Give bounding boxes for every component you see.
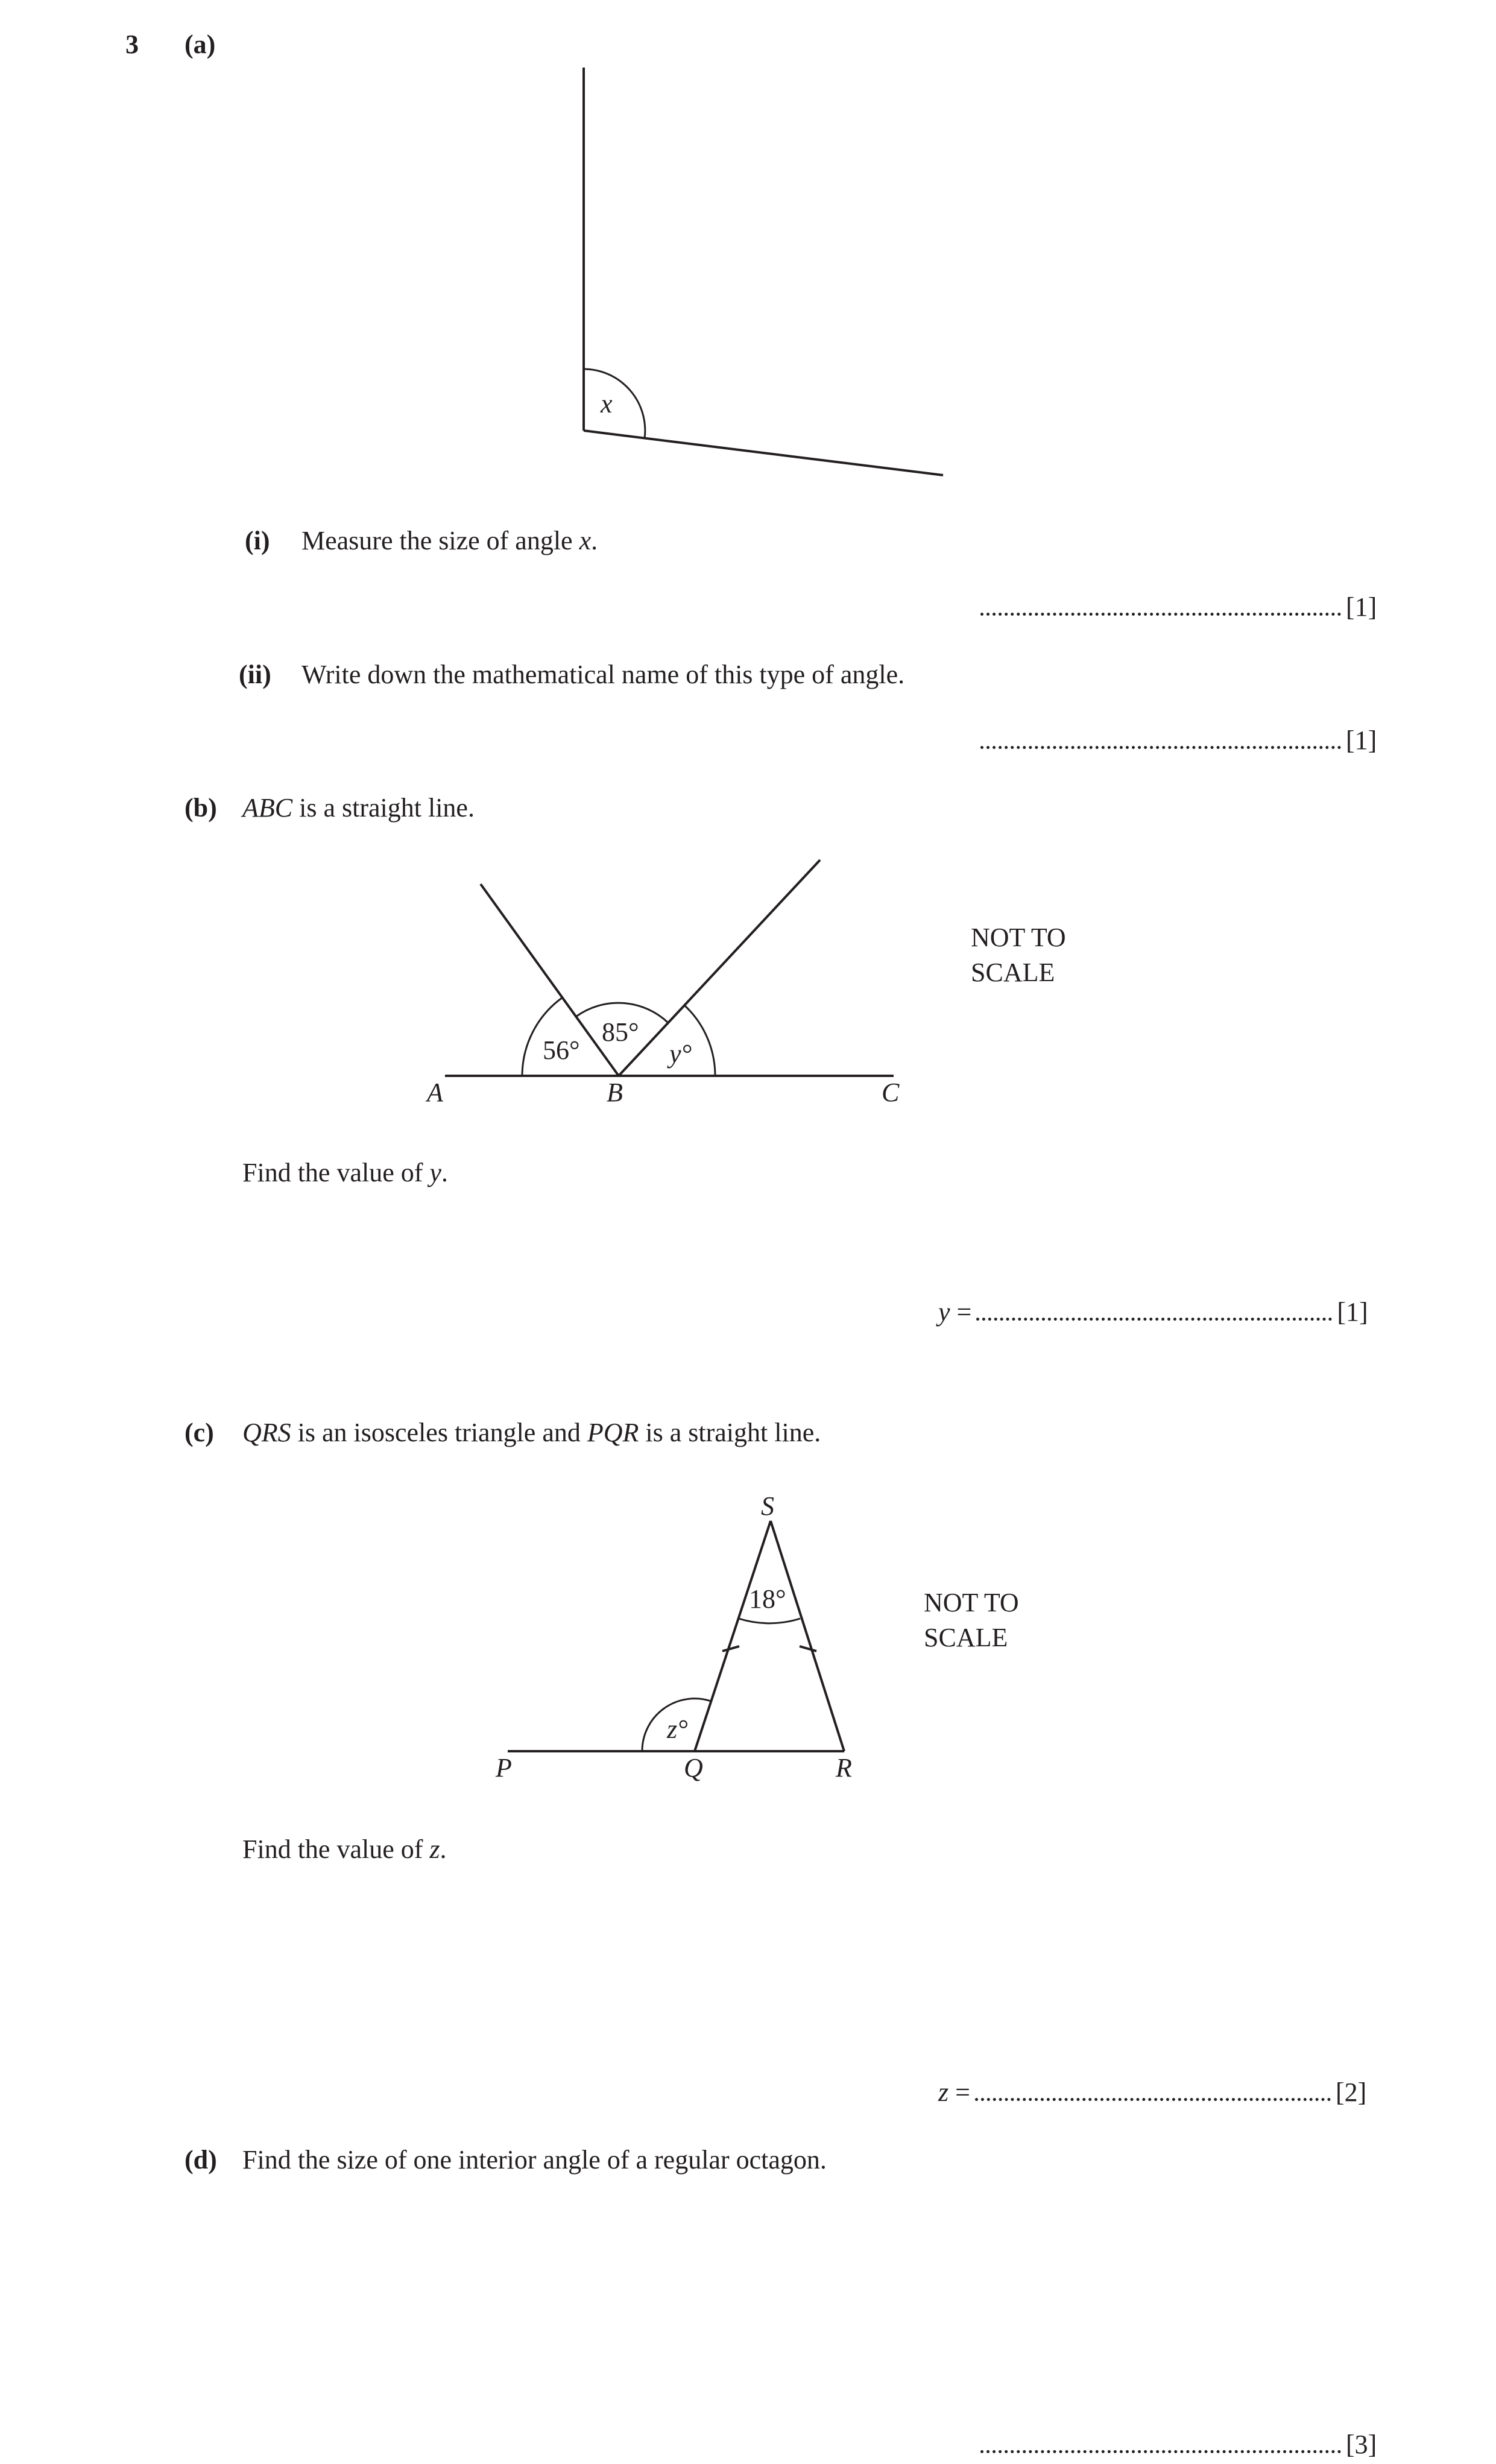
part-c-label: (c) xyxy=(185,1418,214,1447)
arc-18 xyxy=(739,1619,800,1623)
part-c-var2: PQR xyxy=(587,1418,639,1447)
answer-c-var: z xyxy=(938,2077,949,2107)
part-b-prompt-var: y xyxy=(429,1158,441,1187)
angle-x-slanted-arm xyxy=(584,431,943,475)
part-a-ii-label: (ii) xyxy=(239,660,271,689)
angle-56-label: 56° xyxy=(543,1035,580,1065)
part-c-prompt-var: z xyxy=(429,1834,440,1864)
answer-dots[interactable] xyxy=(980,740,1341,749)
marks-a-ii: [1] xyxy=(1346,725,1377,755)
part-c-prompt xyxy=(242,1836,447,1863)
point-q-label: Q xyxy=(684,1753,703,1783)
part-c-prompt-after: . xyxy=(440,1834,447,1864)
part-a-i-text-after: . xyxy=(591,526,598,555)
angle-85-label: 85° xyxy=(602,1017,639,1047)
part-c-var1: QRS xyxy=(242,1418,291,1447)
part-b-label: (b) xyxy=(185,793,217,823)
answer-c-eq: = xyxy=(948,2077,970,2107)
point-s-label: S xyxy=(761,1491,774,1521)
part-b-prompt-before: Find the value of xyxy=(242,1158,430,1187)
answer-dots[interactable] xyxy=(975,2092,1331,2101)
answer-line-d[interactable] xyxy=(976,2431,1377,2458)
marks-d: [3] xyxy=(1346,2430,1377,2459)
part-a-ii-text: Write down the mathematical name of this type of angle. xyxy=(301,660,905,689)
not-to-scale-b-line2: SCALE xyxy=(971,958,1055,987)
part-a-label: (a) xyxy=(185,30,216,59)
angle-x-label: x xyxy=(601,389,613,419)
point-c-label: C xyxy=(882,1078,900,1107)
part-b-prompt xyxy=(242,1160,448,1186)
question-number: 3 xyxy=(125,30,139,59)
answer-b-eq: = xyxy=(950,1297,972,1327)
part-b-statement-text: is a straight line. xyxy=(292,793,475,823)
part-d-label: (d) xyxy=(185,2145,217,2175)
angle-18-label: 18° xyxy=(749,1584,786,1614)
part-b-statement xyxy=(242,795,475,821)
part-b-prompt-after: . xyxy=(441,1158,448,1187)
not-to-scale-c-line1: NOT TO xyxy=(924,1588,1019,1617)
answer-line-c[interactable] xyxy=(938,2079,1366,2106)
point-b-label: B xyxy=(607,1078,623,1107)
marks-a-i: [1] xyxy=(1346,592,1377,622)
answer-line-b[interactable] xyxy=(938,1299,1368,1325)
part-c-end: is a straight line. xyxy=(639,1418,821,1447)
part-d-text: Find the size of one interior angle of a regular octagon. xyxy=(242,2145,827,2175)
marks-c: [2] xyxy=(1335,2077,1367,2107)
part-a-i-text-before: Measure the size of angle xyxy=(301,526,579,555)
angle-y-label: y° xyxy=(669,1039,692,1069)
answer-line-a-i[interactable] xyxy=(976,594,1377,621)
not-to-scale-c-line2: SCALE xyxy=(924,1623,1008,1652)
right-ray xyxy=(619,860,820,1076)
part-c-mid: is an isosceles triangle and xyxy=(291,1418,587,1447)
answer-dots[interactable] xyxy=(980,607,1341,616)
point-r-label: R xyxy=(836,1753,852,1783)
angle-x-diagram xyxy=(584,68,943,475)
side-rs xyxy=(771,1521,844,1751)
answer-b-var: y xyxy=(938,1297,950,1327)
part-b-statement-var: ABC xyxy=(242,793,293,823)
part-c-prompt-before: Find the value of xyxy=(242,1834,430,1864)
angle-z-label: z° xyxy=(667,1714,688,1744)
tick-qs xyxy=(722,1646,739,1651)
angle-x-arc xyxy=(584,369,645,438)
part-c-statement xyxy=(242,1420,821,1446)
part-a-i-label: (i) xyxy=(245,526,270,555)
answer-dots[interactable] xyxy=(980,2444,1341,2453)
marks-b: [1] xyxy=(1337,1297,1368,1327)
tick-rs xyxy=(800,1646,816,1651)
answer-line-a-ii[interactable] xyxy=(976,727,1377,754)
answer-dots[interactable] xyxy=(976,1312,1332,1321)
part-a-i-text xyxy=(301,528,598,554)
point-p-label: P xyxy=(496,1753,512,1783)
part-a-i-var: x xyxy=(579,526,592,555)
not-to-scale-b-line1: NOT TO xyxy=(971,923,1066,952)
side-qs xyxy=(695,1521,771,1751)
point-a-label: A xyxy=(427,1078,443,1107)
